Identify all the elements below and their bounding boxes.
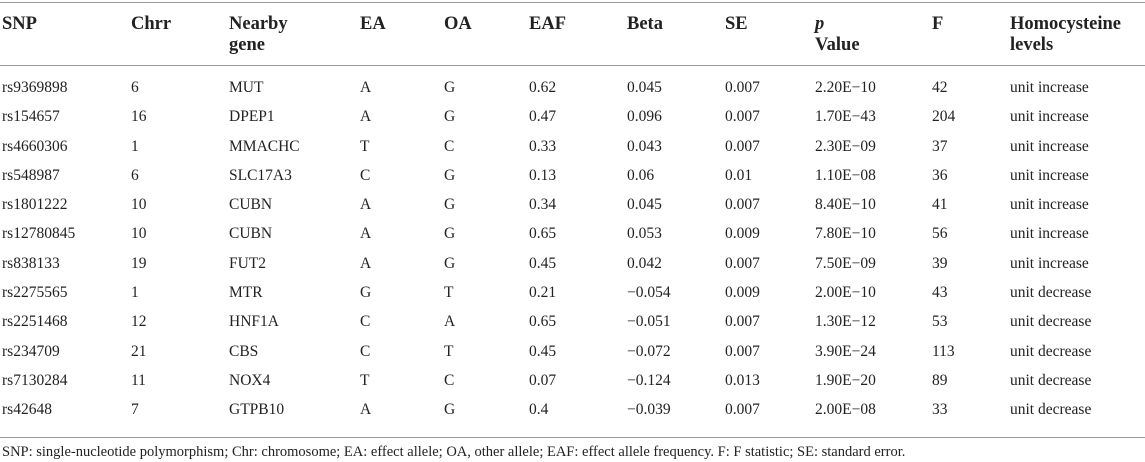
cell-eaf: 0.33 — [529, 137, 557, 155]
cell-homocysteine: unit decrease — [1010, 401, 1092, 419]
cell-beta: 0.06 — [627, 166, 655, 184]
header-p-value — [815, 14, 860, 56]
cell-homocysteine: unit increase — [1010, 108, 1089, 126]
cell-snp: rs42648 — [2, 401, 52, 419]
cell-gene: CBS — [229, 342, 259, 360]
cell-f: 37 — [932, 137, 948, 155]
cell-f: 33 — [932, 401, 948, 419]
cell-beta: 0.053 — [627, 225, 662, 243]
cell-chr: 11 — [131, 371, 146, 389]
table-row — [0, 395, 1145, 424]
cell-chr: 6 — [131, 166, 139, 184]
cell-gene: NOX4 — [229, 371, 271, 389]
cell-homocysteine: unit decrease — [1010, 371, 1092, 389]
table-row — [0, 190, 1145, 219]
header-oa: OA — [444, 14, 472, 34]
cell-beta: 0.043 — [627, 137, 662, 155]
cell-homocysteine: unit increase — [1010, 79, 1089, 96]
cell-oa: A — [444, 313, 456, 331]
cell-oa: G — [444, 196, 456, 214]
cell-homocysteine: unit decrease — [1010, 313, 1092, 331]
cell-oa: T — [444, 342, 454, 360]
cell-ea: A — [360, 79, 372, 96]
cell-se: 0.01 — [725, 166, 753, 184]
cell-chr: 7 — [131, 401, 139, 419]
cell-gene: DPEP1 — [229, 108, 275, 126]
cell-f: 42 — [932, 79, 948, 96]
cell-beta: −0.039 — [627, 401, 671, 419]
cell-gene: FUT2 — [229, 254, 267, 272]
cell-oa: G — [444, 166, 456, 184]
cell-ea: A — [360, 254, 372, 272]
table-row — [0, 307, 1145, 336]
cell-gene: CUBN — [229, 225, 273, 243]
table-bottom-rule — [0, 437, 1145, 438]
cell-gene: HNF1A — [229, 313, 279, 331]
cell-homocysteine: unit increase — [1010, 137, 1089, 155]
cell-se: 0.007 — [725, 108, 760, 126]
cell-snp: rs2275565 — [2, 284, 68, 302]
header-ea: EA — [360, 14, 386, 34]
cell-beta: 0.045 — [627, 196, 662, 214]
cell-homocysteine: unit increase — [1010, 196, 1089, 214]
cell-gene: MMACHC — [229, 137, 300, 155]
header-p-symbol: p — [815, 14, 825, 34]
cell-f: 39 — [932, 254, 948, 272]
header-homocysteine-levels — [1010, 14, 1121, 56]
cell-p-value: 2.20E−10 — [815, 79, 876, 96]
cell-eaf: 0.4 — [529, 401, 549, 419]
cell-beta: −0.054 — [627, 284, 671, 302]
table-row — [0, 219, 1145, 248]
cell-snp: rs9369898 — [2, 79, 68, 96]
cell-oa: G — [444, 401, 456, 419]
header-nearby-gene-line1: Nearby — [229, 14, 288, 34]
cell-p-value: 2.00E−08 — [815, 401, 876, 419]
cell-eaf: 0.34 — [529, 196, 557, 214]
cell-snp: rs548987 — [2, 166, 60, 184]
header-homocysteine-line1: Homocysteine — [1010, 14, 1121, 34]
cell-snp: rs154657 — [2, 108, 60, 126]
cell-p-value: 1.70E−43 — [815, 108, 876, 126]
cell-beta: 0.045 — [627, 79, 662, 96]
table-row — [0, 249, 1145, 278]
header-snp: SNP — [2, 14, 37, 34]
cell-p-value: 3.90E−24 — [815, 342, 876, 360]
cell-snp: rs2251468 — [2, 313, 68, 331]
cell-eaf: 0.47 — [529, 108, 557, 126]
cell-f: 204 — [932, 108, 956, 126]
table-row — [0, 132, 1145, 161]
table-row — [0, 73, 1145, 102]
table-row — [0, 161, 1145, 190]
cell-eaf: 0.07 — [529, 371, 557, 389]
cell-ea: C — [360, 166, 371, 184]
cell-se: 0.007 — [725, 342, 760, 360]
cell-chr: 1 — [131, 137, 139, 155]
cell-beta: −0.051 — [627, 313, 671, 331]
cell-f: 53 — [932, 313, 948, 331]
cell-beta: −0.124 — [627, 371, 671, 389]
table-row — [0, 102, 1145, 131]
cell-eaf: 0.45 — [529, 342, 557, 360]
cell-chr: 1 — [131, 284, 139, 302]
cell-ea: C — [360, 313, 371, 331]
cell-gene: MTR — [229, 284, 263, 302]
cell-oa: G — [444, 225, 456, 243]
cell-se: 0.007 — [725, 254, 760, 272]
cell-eaf: 0.65 — [529, 225, 557, 243]
cell-f: 43 — [932, 284, 948, 302]
cell-gene: SLC17A3 — [229, 166, 292, 184]
cell-eaf: 0.65 — [529, 313, 557, 331]
cell-gene: CUBN — [229, 196, 273, 214]
table-header-row — [0, 14, 1145, 64]
cell-p-value: 7.50E−09 — [815, 254, 876, 272]
cell-chr: 10 — [131, 196, 147, 214]
cell-p-value: 1.30E−12 — [815, 313, 876, 331]
cell-oa: G — [444, 254, 456, 272]
header-f: F — [932, 14, 944, 34]
header-homocysteine-line2: levels — [1010, 35, 1054, 55]
cell-oa: G — [444, 108, 456, 126]
cell-f: 41 — [932, 196, 948, 214]
header-nearby-gene — [229, 14, 288, 56]
cell-chr: 19 — [131, 254, 147, 272]
cell-ea: C — [360, 342, 371, 360]
cell-ea: A — [360, 108, 372, 126]
cell-homocysteine: unit increase — [1010, 254, 1089, 272]
header-nearby-gene-line2: gene — [229, 35, 265, 55]
cell-se: 0.009 — [725, 284, 760, 302]
header-p-value-label: Value — [815, 35, 860, 55]
cell-homocysteine: unit decrease — [1010, 342, 1092, 360]
cell-se: 0.007 — [725, 401, 760, 419]
cell-p-value: 8.40E−10 — [815, 196, 876, 214]
cell-chr: 12 — [131, 313, 147, 331]
cell-beta: −0.072 — [627, 342, 671, 360]
cell-se: 0.007 — [725, 313, 760, 331]
table-top-rule — [0, 2, 1145, 3]
cell-se: 0.007 — [725, 137, 760, 155]
cell-oa: T — [444, 284, 454, 302]
cell-se: 0.007 — [725, 196, 760, 214]
cell-f: 56 — [932, 225, 948, 243]
table-row — [0, 366, 1145, 395]
cell-se: 0.007 — [725, 79, 760, 96]
cell-homocysteine: unit increase — [1010, 166, 1089, 184]
table-row — [0, 278, 1145, 307]
cell-ea: T — [360, 137, 370, 155]
header-chr: Chrr — [131, 14, 172, 34]
cell-ea: A — [360, 196, 372, 214]
cell-p-value: 2.00E−10 — [815, 284, 876, 302]
header-eaf: EAF — [529, 14, 566, 34]
cell-p-value: 2.30E−09 — [815, 137, 876, 155]
cell-homocysteine: unit decrease — [1010, 284, 1092, 302]
cell-eaf: 0.62 — [529, 79, 557, 96]
cell-eaf: 0.45 — [529, 254, 557, 272]
cell-chr: 21 — [131, 342, 147, 360]
cell-snp: rs1801222 — [2, 196, 68, 214]
cell-beta: 0.096 — [627, 108, 662, 126]
cell-chr: 10 — [131, 225, 147, 243]
cell-ea: A — [360, 401, 372, 419]
header-beta: Beta — [627, 14, 663, 34]
table-body — [0, 73, 1145, 425]
cell-chr: 16 — [131, 108, 147, 126]
cell-oa: C — [444, 137, 455, 155]
cell-oa: G — [444, 79, 456, 96]
cell-ea: T — [360, 371, 370, 389]
cell-chr: 6 — [131, 79, 139, 96]
cell-homocysteine: unit increase — [1010, 225, 1089, 243]
cell-gene: GTPB10 — [229, 401, 285, 419]
cell-ea: G — [360, 284, 372, 302]
cell-snp: rs838133 — [2, 254, 60, 272]
cell-eaf: 0.13 — [529, 166, 557, 184]
cell-snp: rs4660306 — [2, 137, 68, 155]
header-se: SE — [725, 14, 748, 34]
cell-gene: MUT — [229, 79, 264, 96]
table-row — [0, 337, 1145, 366]
cell-f: 36 — [932, 166, 948, 184]
cell-snp: rs7130284 — [2, 371, 68, 389]
cell-p-value: 7.80E−10 — [815, 225, 876, 243]
cell-p-value: 1.10E−08 — [815, 166, 876, 184]
cell-oa: C — [444, 371, 455, 389]
cell-snp: rs12780845 — [2, 225, 76, 243]
cell-se: 0.009 — [725, 225, 760, 243]
cell-se: 0.013 — [725, 371, 760, 389]
cell-eaf: 0.21 — [529, 284, 557, 302]
cell-ea: A — [360, 225, 372, 243]
header-bottom-rule — [0, 65, 1145, 66]
cell-p-value: 1.90E−20 — [815, 371, 876, 389]
table-footnote: SNP: single-nucleotide polymorphism; Chr: chromosome; EA: effect allele; OA, other allele; EAF: effect allele frequency. F: F statistic; SE: standard error. — [2, 444, 906, 460]
cell-f: 89 — [932, 371, 948, 389]
cell-beta: 0.042 — [627, 254, 662, 272]
cell-snp: rs234709 — [2, 342, 60, 360]
cell-f: 113 — [932, 342, 955, 360]
